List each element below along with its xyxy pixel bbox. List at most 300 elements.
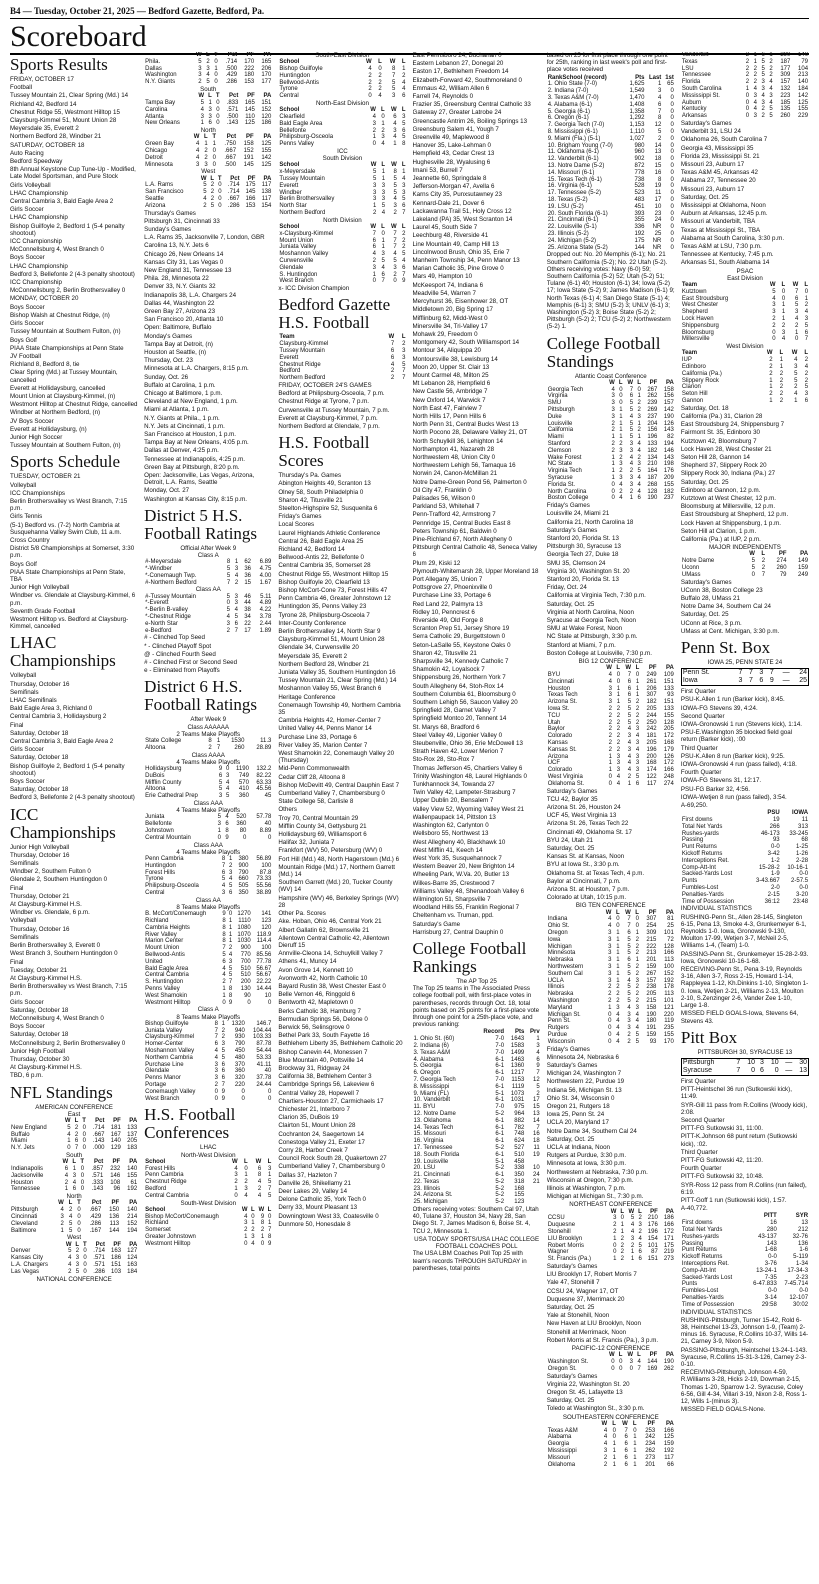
table-row: Kutztown 5 0 7 0 [681, 288, 809, 295]
table-row: BYU 4 0 7 0 249 109 [547, 671, 674, 678]
list-item: At Claysburg-Kimmel H.S. [10, 901, 82, 909]
stat-table: PSU IOWA First downs 19 11 Total Net Yards 266 313 Rushes-yards 46-173 33-245 Passing 93 68 Punt Returns 0-0 1-25 Kickoff Returns 3-42 1-26 Interceptions Ret. 1-2 2-28 Comp-Att-Int 15-28-2 10-16-1 Sacked-Yards Lost 1-9 0-0 Punts 3-43.667 2-57.5 Fumbles-Lost 2-0 0-0 Penalties-Yards 2-15 3-20 Time of Possession 36:12 23:48 [681, 810, 809, 905]
lhac-sw-table [144, 1207, 272, 1248]
list-item: Georgia Tech 27, Duke 18 [546, 551, 619, 559]
table-row: Wagner 0 2 1 6 87 219 [547, 1249, 674, 1256]
big10-label: BIG TEN CONFERENCE [575, 902, 646, 910]
psac-label: PSAC [736, 267, 754, 275]
list-item: Southern Lehigh 56, Saucon Valley 20 [412, 699, 518, 707]
list-item: Dallas at Denver, 4:25 p.m. [144, 447, 219, 455]
list-item: Dallas 37, Hazleton 7 [278, 1171, 338, 1179]
list-item: Pennridge 15, Central Bucks East 8 [412, 519, 511, 527]
list-item: Others [278, 806, 297, 814]
table-row: Virginia 3 0 6 1 262 156 [547, 393, 674, 400]
list-item: LHAC Semifinals [10, 697, 57, 705]
list-item: Fourth Quarter [680, 1165, 722, 1173]
table-row: Colorado 2 2 3 4 181 172 [547, 733, 674, 740]
stat-table [144, 559, 272, 586]
table-row: L.A. Chargers 4 3 0 .571 151 163 [11, 1261, 138, 1268]
list-item: Green Bay 27, Arizona 23 [144, 307, 216, 315]
list-item: Northwestern at Nebraska, 7:30 p.m. [546, 1168, 648, 1176]
list-item: Final [10, 958, 24, 966]
list-item: Semifinals [10, 933, 39, 941]
table-row: Purchase Line 3 6 370 41.11 [145, 1061, 272, 1068]
table-row: Central Mountain 0 9 0 0 [145, 834, 272, 841]
list-item: Cincinnati 49, Oklahoma St. 17 [546, 828, 632, 836]
list-item: MONDAY, OCTOBER 20 [10, 295, 79, 303]
table-row: Northern Bedford 2 7 [279, 375, 406, 382]
table-row: Central 0 4 3 6 [279, 93, 406, 100]
table-row: 19. LSU (5-2) 451 10 0 [547, 203, 674, 210]
list-item: Meyersdale 35, Everett 2 [10, 125, 79, 133]
list-item: Glendale 34, Curwensville 20 [278, 644, 359, 652]
list-item: California (Pa.) 31, Clarion 28 [680, 412, 763, 420]
table-row: 2. Indiana (7-0) 1,549 3 0 [547, 88, 674, 95]
list-item: Richland 8, Bedford 8, tie [10, 361, 80, 369]
table-row: Kansas 2 2 4 3 205 168 [547, 739, 674, 746]
list-item: North Schuylkill 36, Lehighton 14 [412, 437, 503, 445]
table-row: Arizona St. 3 1 5 2 182 151 [547, 699, 674, 706]
table-row: Houston 2 4 0 .333 108 61 [11, 1179, 138, 1186]
lhac-title: LHAC Championships [10, 633, 116, 671]
list-item: Bishop McDevitt 49, Central Dauphin East 7 [278, 781, 400, 789]
list-item: Monday's Games [144, 332, 193, 340]
list-item: Tyrone 28, Philipsburg-Osceola 7 [278, 611, 370, 619]
table-row: Westmont Hilltop 0 4 0 9 [145, 1240, 272, 1247]
list-item: UCF 45, West Virginia 13 [546, 812, 617, 820]
list-item: Boys Soccer [10, 303, 45, 311]
list-item: ICC Championships [10, 489, 66, 497]
list-item: Thomas Jefferson 45, Chartiers Valley 6 [412, 764, 523, 772]
list-item: Seton Hill 28, Gannon 14 [680, 454, 751, 461]
table-row: Chicago 4 2 0 .667 152 155 [145, 147, 272, 154]
list-item: Central Valley 28, Hopewell 7 [278, 1089, 360, 1097]
table-row: S. Huntingdon 1 6 2 7 [279, 271, 406, 278]
table-row: Baylor 2 2 4 3 242 205 [547, 726, 674, 733]
list-item: Annville-Cleona 14, Schuylkill Valley 7 [278, 950, 383, 958]
table-row: Sacked-Yards Lost 7-35 2-23 [681, 1274, 809, 1281]
table-row: Boston College 0 4 1 6 190 237 [547, 495, 674, 502]
list-item: Bloomsburg at Millersville, 12 p.m. [680, 503, 776, 511]
lhac-se-table [278, 59, 406, 100]
list-item: Mississippi at Oklahoma, Noon [680, 202, 766, 209]
table-row: Lock Haven 2 1 4 3 [681, 316, 809, 323]
table-row: 3. Texas A&M 7-0 1499 4 [413, 1049, 540, 1056]
table-row: Somerset 2 2 2 7 [145, 1227, 272, 1234]
list-item: Red Land 22, Palmyra 13 [412, 600, 483, 608]
list-item: Westmont Hilltop at Chestnut Ridge, cancelled [10, 401, 138, 409]
list-item: Plymouth-Whitemarsh 28, Upper Moreland 18 [412, 567, 539, 575]
stat-table: W L W L PF PA Indiana 4 0 7 0 307 81 Ohio St. 4 0 7 0 254 25 Oregon 3 1 6 1 309 101 Iowa 3 1 5 2 215 72 Michigan 3 1 5 2 222 128 Minnesota 3 1 5 2 213 166 Nebraska 3 1 6 1 201 113 Northwestern 3 1 5 2 159 100 Southern Cal 3 1 5 2 267 152 UCLA 3 1 4 3 157 192 Illinois 2 2 5 2 238 178 Nebraska 2 2 5 2 205 113 Washington 2 2 5 2 215 101 Maryland 1 3 4 3 158 121 Michigan St. 0 4 3 4 190 220 Penn St. 0 4 3 4 180 119 Rutgers 0 4 3 4 191 235 Purdue 0 4 2 5 159 155 Wisconsin 0 4 2 5 93 170 [547, 909, 674, 1045]
list-item: Volleyball [10, 481, 37, 489]
table-row: Minnesota 3 1 5 2 213 166 [547, 950, 674, 957]
gazette-title: Bedford Gazette H.S. Football [278, 295, 391, 333]
psu-title: Penn St. Box [680, 638, 771, 658]
list-item: CCSU 24, Wagner 17, OT [546, 1287, 619, 1295]
list-item: Girls Soccer [10, 746, 44, 754]
table-row: San Francisco 5 2 0 .714 145 138 [145, 189, 272, 196]
table-row: North Star 1 5 3 6 [279, 203, 406, 210]
list-item: Virginia 22, Washington St. 20 [546, 1380, 630, 1388]
list-item: Purchase Line 33, Portage 6 [412, 592, 491, 600]
list-item: Seventh Grade Football [10, 607, 76, 615]
list-item: Penn-Trafford 42, Armstrong 7 [412, 511, 496, 519]
list-item: Mount Union at Claysburg-Kimmel, (n) [10, 392, 116, 400]
stat-table: W L W L PF PA BYU 4 0 7 0 249 109 Cincinnati 4 0 6 1 261 151 Houston 3 1 6 1 206 133 Texas Tech 3 1 6 1 307 93 Arizona St. 3 1 5 2 182 151 Iowa St. 2 2 5 2 205 133 TCU 2 2 5 2 244 155 Utah 2 2 5 2 250 128 Baylor 2 2 4 3 242 205 Colorado 2 2 3 4 181 172 Kansas 2 2 4 3 205 168 Kansas St. 2 2 3 4 196 179 Arizona 1 3 4 3 200 126 UCF 1 3 4 3 168 172 Colorado 1 3 4 3 174 166 West Virginia 0 4 2 5 122 248 Oklahoma St. 0 4 1 6 117 274 [547, 665, 674, 787]
list-item: Denver 33, N.Y. Giants 32 [144, 283, 216, 291]
table-row: 23. Illinois (5-2) 192 25 0 [547, 230, 674, 237]
table-row: Iowa St. 2 2 5 2 205 133 [547, 705, 674, 712]
nfc-tables [144, 86, 272, 210]
list-item: Everett at Hollidaysburg, (n) [10, 425, 87, 433]
list-item: PIAA State Championships at Penn State [10, 344, 124, 352]
list-item: River Valley 35, Marion Center 7 [278, 741, 368, 749]
table-row: Bedford 1 3 2 7 [145, 1185, 272, 1192]
table-row: West Shamokin 1 8 90 10 [145, 992, 272, 999]
list-item: PITT-FG Sutkowski 42, 11:20. [680, 1156, 763, 1164]
table-row: Richland 8 1 1110 123 [145, 918, 272, 925]
table-row: West Branch 0 9 0 0 [145, 1095, 272, 1102]
list-item: Dallas 44, Washington 22 [144, 299, 215, 307]
table-row: Penalties-Yards 3-14 12-107 [681, 1294, 809, 1301]
list-item: Saturday, Oct. 25 [546, 844, 595, 852]
table-row: 8. Mississippi 6-1 1119 5 [413, 1083, 540, 1090]
list-item: Downingtown West 33, Coatesville 0 [278, 1212, 379, 1220]
list-item: Missouri 23, Auburn 17 [680, 160, 745, 168]
list-item: Girls Soccer [10, 206, 44, 214]
list-item: California (Pa.) at IUP, 2 p.m. [680, 536, 761, 544]
list-item: Robert Morris at St. Francis (Pa.), 3 p.m. [546, 1336, 659, 1344]
table-row: Sacked-Yards Lost 1-9 0-0 [681, 871, 809, 878]
list-item: PITT-FG Sutkowski 32, 10:48. [680, 1173, 764, 1181]
list-item: California at Virginia Tech, 7:30 p.m. [546, 592, 646, 600]
table-row: Punts 6-47.833 7-45.714 [681, 1281, 809, 1288]
list-item: South Allegheny 64, Stoh-Rox 14 [412, 682, 504, 690]
table-row: Georgia 4 1 6 1 234 159 [547, 1441, 674, 1448]
table-row: CCSU 3 0 5 2 210 186 [547, 1215, 674, 1222]
list-item: Northwestern 48, Union City 0 [412, 453, 496, 461]
list-item: Southern Columbia 61, Bloomsburg 0 [412, 690, 516, 698]
icc-south-label: South Division [322, 155, 363, 163]
list-item: Middletown 20, Big Spring 17 [412, 306, 494, 314]
table-row: Colorado 1 3 4 3 174 166 [547, 767, 674, 774]
division-label: North [200, 127, 216, 135]
ap-sub: The AP Top 25 [456, 977, 497, 985]
list-item: Saturday's Games [546, 1262, 598, 1270]
list-item: RECEIVING-Penn St., Pena 3-19, Reynolds 3-16, Allen 3-7, Ross 2-15, Howard 1-14, Rappleyea 1-12, Kh.Dinkins 1-10, Singleton 1-0. Iowa, Wetjen 2-21, Williams 2-13, Moulton 2-10, S.Zenzinger 2-6, Vander Zee 1-10, Large 1-8. [680, 966, 809, 1010]
list-item: Arkansas 51, South Alabama 14 [680, 259, 770, 267]
acc-label: Atlantic Coast Conference [574, 372, 647, 380]
stat-table [144, 594, 272, 635]
table-row: 1. Ohio State (7-0) 1,625 1 65 [547, 81, 674, 88]
list-item: Vanderbilt 31, LSU 24 [680, 128, 741, 136]
table-row: N.Y. Jets 0 7 0 .000 129 183 [11, 1145, 138, 1152]
list-item: Thursday, October 16 [10, 851, 70, 859]
list-item: New England 31, Tennessee 13 [144, 266, 232, 274]
list-item: Pittsburgh Central Catholic 48, Seneca Valley 6 [412, 544, 538, 559]
table-row: Michigan 3 1 5 2 222 128 [547, 943, 674, 950]
list-item: Saturday's Games [546, 526, 598, 534]
d5-tables [144, 552, 272, 634]
d6-title: District 6 H.S. Football Ratings [144, 677, 258, 715]
table-row: Huntingdon 7 2 900 100 [145, 862, 272, 869]
table-row: Penn Cambria 8 1 380 56.89 [145, 856, 272, 863]
acc-games [547, 502, 675, 657]
list-item: * - Clinched Playoff Spot [144, 642, 212, 650]
list-item: Saturday, October 18 [10, 754, 69, 762]
list-item: Mountain Ridge (Md.) 17, Northern Garrett (Md.) 14 [278, 863, 395, 879]
list-item: Texas A&M at LSU, 7:30 p.m. [680, 243, 762, 251]
table-row: Syracuse 1 3 3 4 187 209 [547, 474, 674, 481]
table-row: Seton Hill 2 2 4 3 [681, 391, 809, 398]
table-row: 9. Miami (Fla.) (5-1) 1,027 2 0 [547, 135, 674, 142]
table-row: 24. Michigan (5-2) 175 NR 0 [547, 237, 674, 244]
list-item: UCLA 20, Maryland 17 [546, 1119, 609, 1127]
list-item: Moon 20, Upper St. Clair 13 [412, 363, 490, 371]
stat-table [682, 1059, 808, 1075]
table-row: Washington St. 0 0 3 4 144 190 [547, 1358, 674, 1365]
table-row: Purdue 0 4 2 5 159 155 [547, 1031, 674, 1038]
stat-table: W L T Pct PF PA New England 5 2 0 .714 181 133 Buffalo 4 2 0 .667 167 137 Miami 1 6 0 .143 140 205 N.Y. Jets 0 7 0 .000 129 183 [11, 1117, 138, 1152]
table-row: Fumbles-Lost 0-0 0-0 [681, 1288, 809, 1295]
lhac-nw-label: North-West Division [180, 1151, 236, 1159]
d5-sub: Official After Week 9 [180, 544, 237, 552]
table-row: Juniata Valley 6 1 7 2 [279, 244, 406, 251]
list-item: Central Cambria 3, Hollidaysburg 2 [10, 713, 107, 721]
table-row: Altoona 5 4 410 45.56 [145, 786, 272, 793]
list-item: FRIDAY, OCTOBER 24'S GAMES [278, 381, 372, 389]
list-item: Friday's Games [278, 513, 322, 521]
list-item: Montoursville 38, Lewisburg 14 [412, 355, 498, 363]
d5-title: District 5 H.S. Football Ratings [144, 505, 258, 543]
list-item: Cedar Cliff 28, Altoona 8 [278, 773, 346, 781]
table-row: NC State 1 3 4 3 210 198 [547, 461, 674, 468]
scores-list [278, 472, 406, 1228]
list-item: Lock Haven at Shippensburg, 1 p.m. [680, 519, 781, 527]
list-item: Oklahoma St. at Texas Tech, 4 p.m. [546, 869, 645, 877]
list-item: Saturday's Games [546, 1372, 598, 1380]
list-item: Football [10, 84, 33, 92]
table-row: Green Bay 4 1 1 .750 158 125 [145, 141, 272, 148]
list-item: Tennessee at Indianapolis, 4:25 p.m. [144, 455, 245, 463]
table-row: Juniata Valley 7 2 940 104.44 [145, 1027, 272, 1034]
table-row: Rutgers 0 4 3 4 191 235 [547, 1025, 674, 1032]
list-item: Lock Haven 28, West Chester 21 [680, 445, 772, 453]
table-row: UCLA 3 1 4 3 157 192 [547, 977, 674, 984]
stat-table [682, 669, 808, 685]
list-item: Monday, Oct. 27 [144, 487, 190, 495]
list-item: Yale 47, Stonehill 7 [546, 1279, 600, 1287]
list-item: Saturday, October 18 [10, 1031, 69, 1039]
pitt-stats [681, 1213, 809, 1308]
sec-label: SOUTHEASTERN CONFERENCE [562, 1413, 659, 1421]
table-row: Central Cambria 0 4 4 5 [145, 1192, 272, 1199]
list-item: Claysburg-Kimmel 51, Mount Union 28 [278, 636, 385, 644]
list-item: Cheltenham vs. Truman, ppd. [412, 912, 494, 920]
list-item: New Haven at LIU Brooklyn, Noon [546, 1320, 641, 1328]
list-item: Scranton Prep 51, Jersey Shore 19 [412, 625, 510, 633]
list-item: Berlin Brothersvalley 3, Everett 0 [10, 942, 101, 950]
table-row: Oklahoma St. 0 4 1 6 117 274 [547, 780, 674, 787]
table-row: UMass 0 7 79 249 [681, 571, 809, 578]
list-item: Central Cambria 3, Bald Eagle Area 2 [10, 738, 114, 746]
list-item: Yale at Stonehill, Noon [546, 1312, 610, 1320]
table-row: Northern Bedford 2 4 2 7 [279, 209, 406, 216]
gazette-table [278, 334, 406, 382]
list-item: Northern Bedford at Glendale, 7 p.m. [278, 422, 380, 430]
list-item: Everett at Hollidaysburg, cancelled [10, 384, 106, 392]
list-item: At Claysburg-Kimmel H.S. [10, 1064, 82, 1072]
table-row: 17. Tennessee (5-2) 523 11 0 [547, 190, 674, 197]
table-row: Cambria Heights 8 1 1080 120 [145, 924, 272, 931]
nfl-afc-tables [10, 1111, 138, 1276]
table-row: Louisville 2 1 5 1 204 126 [547, 420, 674, 427]
list-item: SYR-Gill 11 pass from R.Collins (Woody kick), 2:08. [680, 1101, 808, 1116]
list-item: Oregon St. 45, Lafayette 13 [546, 1388, 623, 1396]
list-item: Girls Soccer [10, 998, 44, 1006]
table-row: Penns Manor 3 6 320 37.78 [145, 1075, 272, 1082]
table-row: Virginia Tech 1 2 2 5 164 176 [547, 468, 674, 475]
list-item: Boys Golf [10, 560, 37, 568]
list-item: Indiana 56, Michigan St. 13 [546, 1086, 622, 1094]
table-row: 22. Texas 5-2 318 21 [413, 1178, 540, 1185]
table-row: *-Windber 5 3 36 4.75 [145, 566, 272, 573]
list-item: INDIVIDUAL STATISTICS [680, 1308, 752, 1316]
list-item: Final [10, 884, 24, 892]
table-row: Arizona 2 5 0 .286 153 154 [145, 202, 272, 209]
nfl-title: NFL Standings [10, 1082, 113, 1102]
division-label: Class AA [195, 586, 221, 594]
list-item: Bayard Rustin 38, West Chester East 0 [278, 982, 386, 990]
list-item: Purchase Line 33, Portage 6 [278, 733, 357, 741]
list-item: Chartiers-Houston 27, Carmichaels 17 [278, 1097, 384, 1105]
table-row: Kickoff Returns 3-42 1-26 [681, 851, 809, 858]
list-item: Bethlehem Liberty 35, Bethlehem Catholic 20 [278, 1040, 403, 1048]
list-item: PITT-Goff 1 run (Sutkowski kick), 1:57. [680, 1196, 787, 1204]
table-row: East Stroudsburg 4 0 6 1 [681, 295, 809, 302]
table-row: 21. Cincinnati (6-1) 355 24 0 [547, 217, 674, 224]
table-row: New Orleans 1 6 0 .143 125 186 [145, 120, 272, 127]
list-item: Halifax 32, Juniata 7 [278, 839, 335, 847]
list-item: Sunday, Oct. 26 [144, 373, 189, 381]
table-row: 10. Vanderbilt 6-1 1031 17 [413, 1097, 540, 1104]
table-row: Slippery Rock 1 2 5 2 [681, 377, 809, 384]
table-row: Florida 2 2 3 4 157 140 [681, 79, 809, 86]
list-item: Washington 62, Carlynton 0 [412, 822, 489, 830]
stat-table: W L PF PA Notre Dame 5 2 274 149 Uconn 5 2 260 159 UMass 0 7 79 249 [681, 551, 809, 578]
coaches-intro: The USA LBM Coaches Poll Top 25 with team's records THROUGH SATURDAY in parentheses, total points [412, 1250, 527, 1272]
list-item: Stanford 20, Florida St. 13 [546, 534, 619, 542]
lhac-list [10, 672, 138, 801]
table-row: 18. Texas (5-2) 483 17 0 [547, 196, 674, 203]
list-item: Bedford 3, Bellefonte 2 (4-3 penalty shootout) [10, 794, 135, 802]
table-row: Mississippi St. 0 3 4 3 223 142 [681, 92, 809, 99]
table-row: Windber 3 3 5 3 [279, 189, 406, 196]
nfc-east-table [144, 52, 272, 86]
table-row: Rushes-yards 46-173 33-245 [681, 830, 809, 837]
table-row: St. Francis (Pa.) 1 2 1 6 151 273 [547, 1256, 674, 1263]
list-item: LHAC Championship [10, 262, 68, 270]
table-row: Passing 143 136 [681, 1240, 809, 1247]
table-row: Punt Returns 0-0 1-25 [681, 844, 809, 851]
list-item: Berwick 56, Selinsgrove 0 [278, 1023, 350, 1031]
division-label: West [67, 1234, 82, 1242]
table-row: 18. South Florida 6-1 510 19 [413, 1151, 540, 1158]
list-item: Central Cambria 35, Somerset 28 [278, 562, 371, 570]
table-row: Huntingdon 2 2 7 2 [279, 72, 406, 79]
table-row: Atlanta 3 3 0 .500 110 120 [145, 113, 272, 120]
list-item: Georgia 43, Mississippi 35 [680, 144, 754, 152]
table-row: Utah 2 2 5 2 250 128 [547, 719, 674, 726]
list-item: Sharpsville 34, Kennedy Catholic 7 [412, 658, 509, 666]
list-item: Moshannon Valley 55, West Branch 6 [278, 685, 382, 693]
list-item: Hughesville 28, Wyalusing 6 [412, 158, 491, 166]
stat-table [681, 52, 809, 120]
list-item: e - Eliminated from Playoffs [144, 667, 220, 675]
table-row: Rushes-yards 43-137 32-76 [681, 1233, 809, 1240]
list-item: Peters Township 61, Baldwin 0 [412, 527, 497, 535]
list-item: Sharon 42, Titusville 21 [412, 649, 477, 657]
table-row: Fumbles-Lost 2-0 0-0 [681, 885, 809, 892]
d6-tables [144, 724, 272, 1103]
table-row: Miami 1 1 5 1 196 82 [547, 434, 674, 441]
table-row: Gannon 1 2 1 6 [681, 397, 809, 404]
list-item: Boys Soccer [10, 1023, 45, 1031]
table-row: Dallas 3 3 1 .500 222 206 [145, 65, 272, 72]
list-item: Chestnut Ridge at Tyrone, 7 p.m. [278, 398, 370, 406]
stat-table: W L W L PF PA Washington St. 0 0 3 4 144 190 Oregon St. 0 0 0 7 169 262 [547, 1352, 674, 1372]
table-row: 8. Mississippi (6-1) 1,110 5 0 [547, 128, 674, 135]
nfl-games-list [144, 210, 272, 503]
list-item: Syracuse at Georgia Tech, Noon [546, 616, 636, 624]
stat-table: W L T Pct PF PA Pittsburgh 4 2 0 .667 150 140 Cincinnati 3 4 0 .429 136 214 Cleveland 2 5 0 .286 113 152 Baltimore 1 5 0 .167 144 194 [11, 1200, 138, 1234]
stat-table: School W L W L Clearfield 4 0 6 3 Bald Eagle Area 3 1 4 5 Bellefonte 2 2 3 6 Philipsburg-Osceola 1 3 4 5 Penns Valley 0 4 1 8 [279, 107, 406, 148]
list-item: Thursday's Games [144, 209, 196, 217]
table-row: Indiana 4 0 7 0 307 81 [547, 916, 674, 923]
psac-games [681, 405, 809, 543]
table-row: 19. Louisville 5-1 458 [413, 1158, 525, 1165]
table-row: California 2 1 5 2 156 143 [547, 427, 674, 434]
division-label: Class A [197, 1006, 219, 1014]
nec-table [547, 1209, 675, 1263]
table-row: Kentucky 0 4 2 5 135 155 [681, 106, 809, 113]
scores-cont-list [413, 52, 541, 936]
list-item: North Hills 17, Penn Hills 6 [412, 412, 487, 420]
list-item: McConnellsburg 4, West Branch 0 [10, 1014, 104, 1022]
table-row: Ohio St. 4 0 7 0 254 25 [547, 923, 674, 930]
table-row: Robert Morris 0 2 2 5 101 175 [547, 1242, 674, 1249]
table-row: 20. LSU 5-2 338 10 [413, 1165, 540, 1172]
list-item: RUSHING-Penn St., Allen 28-145, Singleton 6-15, Pena 13, Smoke 4-3, Grunkemeyer 6-1, Reynolds 1-0. Iowa, Gronowski 9-130, Moulton 17-99, Wetjen 3-7, McNeil 2-5, Williams 1-4, (Team) 1-0. [680, 913, 807, 950]
list-item: Minnesota at Iowa, 3:30 p.m. [546, 1160, 627, 1168]
list-item: Auburn at Arkansas, 12:45 p.m. [680, 210, 768, 218]
stat-table [144, 856, 272, 897]
list-item: LIU Brooklyn 17, Robert Morris 7 [546, 1271, 637, 1279]
coaches-cont: based on 25 for first place through one point for 25th, ranking in last week's poll and first-place votes received [546, 52, 668, 74]
table-row: Texas A&M 4 0 7 0 253 166 [547, 1427, 674, 1434]
list-item: Thursday, October 16 [10, 925, 70, 933]
table-row: Penn St. 0 4 3 4 180 119 [547, 1018, 674, 1025]
division-label: East [67, 1110, 81, 1118]
list-item: Windber 2, Southern Fulton 0 [10, 868, 91, 876]
stat-table: School W L W L Forest Hills 4 0 6 3 Penn Cambria 3 1 8 1 Chestnut Ridge 2 2 4 5 Bedford 1 3 2 7 Central Cambria 0 4 4 5 [145, 1158, 272, 1199]
list-item: Mifflin County 34, Gettysburg 21 [278, 822, 367, 830]
list-item: Washington at Kansas City, 8:15 p.m. [144, 495, 248, 503]
table-row: 12. Notre Dame 5-2 964 13 [413, 1110, 540, 1117]
coaches-table [547, 75, 675, 252]
list-item: Third Quarter [680, 744, 718, 752]
pitt-indiv [681, 1309, 809, 1414]
